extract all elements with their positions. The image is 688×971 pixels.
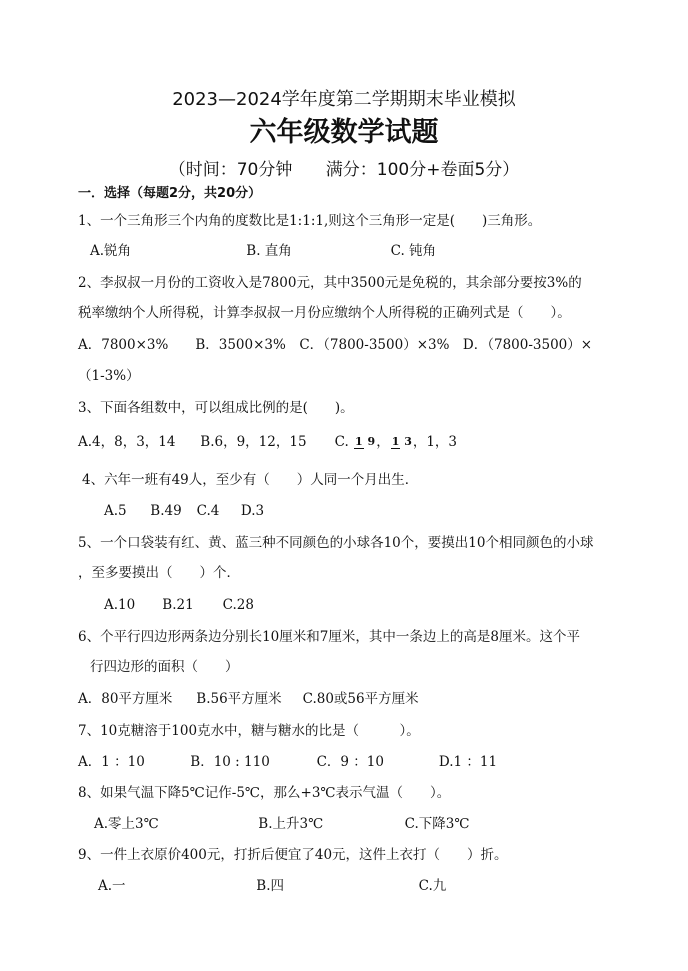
separator: ， (376, 434, 390, 450)
question-8-options (94, 814, 469, 834)
option: C.28 (222, 597, 254, 613)
question-6-line-1: 6、个平行四边形两条边分别长10厘米和7厘米，其中一条边上的高是8厘米。这个平 (78, 629, 580, 645)
option: C.80或56平方厘米 (302, 691, 419, 707)
question-7-options (78, 752, 497, 772)
question-1-options (90, 241, 436, 261)
option: C. (334, 434, 349, 450)
question-4-options (104, 501, 264, 521)
exam-info (0, 158, 688, 182)
question-5-line-2: ，至多要摸出（ ）个． (78, 565, 240, 581)
option: A.一 (98, 878, 126, 894)
question-2-line-1: 2、李叔叔一月份的工资收入是7800元，其中3500元是免税的，其余部分要按3%的 (78, 275, 582, 291)
option: A.锐角 (90, 243, 132, 259)
option: C.九 (418, 878, 447, 894)
option: A.4，8，3，14 (78, 434, 176, 450)
option: B.6，9，12，15 (200, 434, 307, 450)
option: A．1 ：10 (78, 754, 145, 770)
exam-score: 满分：100分+卷面5分） (325, 160, 520, 180)
section-heading: 一．选择（每题2分，共20分） (78, 186, 262, 201)
question-8: 8、如果气温下降5℃记作-5℃，那么+3℃表示气温（ ）。 (78, 785, 451, 801)
question-6-options (78, 689, 419, 709)
question-3-options (78, 432, 457, 452)
question-5-line-1: 5、一个口袋装有红、黄、蓝三种不同颜色的小球各10个，要摸出10个相同颜色的小球 (78, 535, 594, 551)
option: B.上升3℃ (258, 816, 324, 832)
question-2-line-2: 税率缴纳个人所得税，计算李叔叔一月份应缴纳个人所得税的正确列式是（ ）。 (78, 305, 571, 321)
exam-title: 六年级数学试题 (249, 117, 439, 148)
option: B．10 : 110 (190, 754, 270, 770)
option: A.10 (104, 597, 136, 613)
question-3: 3、下面各组数中，可以组成比例的是( )。 (78, 400, 354, 416)
question-1: 1、一个三角形三个内角的度数比是1:1:1,则这个三角形一定是( )三角形。 (78, 213, 542, 229)
option: A.5 (104, 503, 127, 519)
question-6-line-2: 行四边形的面积（ ） (90, 659, 239, 675)
exam-subtitle: 2023—2024学年度第二学期期末毕业模拟 (172, 89, 516, 110)
option: B. 直角 (246, 243, 292, 259)
option-c-tail: ，1，3 (412, 434, 458, 450)
option: A．80平方厘米 (78, 691, 173, 707)
fraction-one-third: 1 3 (391, 435, 412, 448)
question-7: 7、10克糖溶于100克水中，糖与糖水的比是（ ）。 (78, 723, 420, 739)
option: B.21 (162, 597, 194, 613)
option: B.49 (150, 503, 182, 519)
question-2-options: A．7800×3% B．3500×3% C．（7800-3500）×3% D．（7800-3500）× (78, 337, 593, 353)
exam-time: （时间：70分钟 (168, 160, 293, 180)
option: B.四 (256, 878, 285, 894)
question-2-options-cont: （1-3%） (78, 368, 140, 384)
option: C.下降3℃ (404, 816, 470, 832)
option: C.4 (196, 503, 220, 519)
option: C．9 ：10 (316, 754, 384, 770)
question-5-options (104, 595, 254, 615)
option: B.56平方厘米 (196, 691, 282, 707)
option: A.零上3℃ (94, 816, 159, 832)
fraction-one-ninth: 1 9 (355, 435, 376, 448)
option: D.3 (240, 503, 265, 519)
question-9: 9、一件上衣原价400元，打折后便宜了40元，这件上衣打（ ）折。 (78, 847, 508, 863)
question-9-options (98, 876, 446, 896)
option: D.1 ：11 (438, 754, 498, 770)
option: C. 钝角 (390, 243, 437, 259)
question-4: 4、六年一班有49人，至少有（ ）人同一个月出生． (82, 472, 419, 488)
